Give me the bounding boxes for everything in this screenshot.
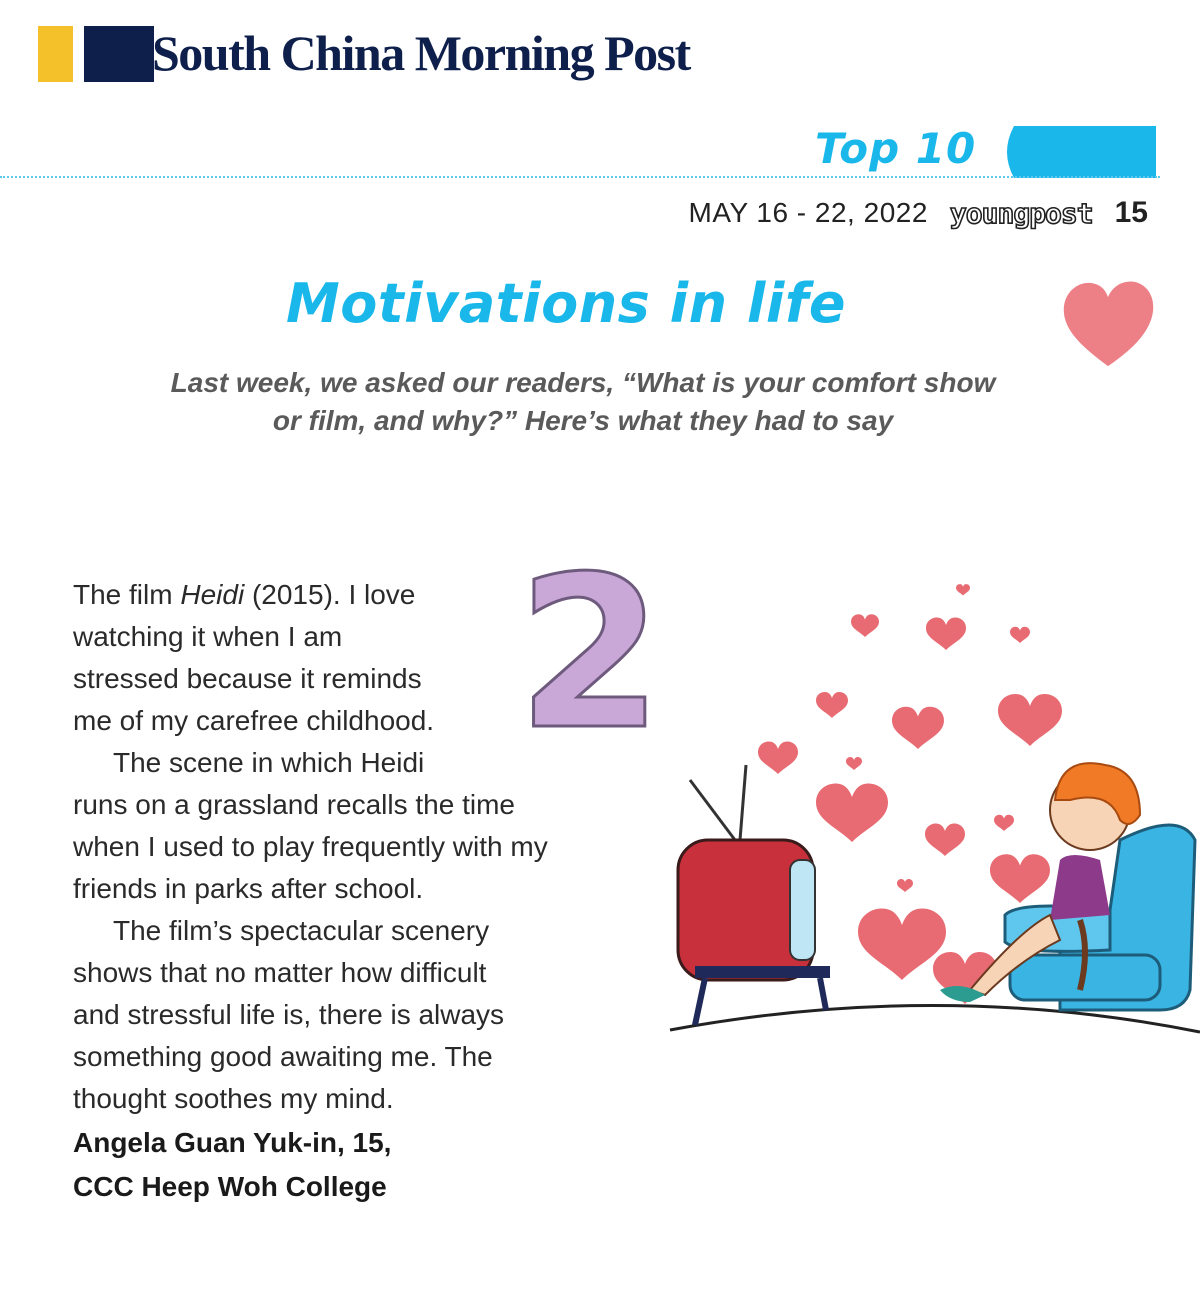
article-body — [73, 574, 633, 1120]
paragraph-1 — [73, 574, 633, 742]
masthead-title: South China Morning Post — [152, 25, 690, 81]
body-line: The scene in which Heidi — [113, 747, 425, 778]
paragraph-3 — [73, 910, 633, 1120]
body-line: when I used to play frequently with my — [73, 831, 548, 862]
intro-line-2: or film, and why?” Here’s what they had to say — [272, 405, 894, 436]
section-divider — [0, 176, 1160, 178]
rank-number: 2 — [516, 556, 664, 746]
film-title: Heidi — [180, 579, 245, 610]
heart-icon — [1060, 278, 1156, 370]
author-name: Angela Guan Yuk-in, 15, — [73, 1127, 392, 1158]
body-line: friends in parks after school. — [73, 873, 424, 904]
article-intro — [160, 364, 1006, 440]
body-line: The film’s spectacular scenery — [113, 915, 490, 946]
section-tab-shape — [1000, 126, 1156, 178]
issue-line — [689, 196, 1148, 230]
intro-line-1: Last week, we asked our readers, “What is your comfort show — [170, 367, 996, 398]
author-byline — [73, 1121, 391, 1209]
body-text-run: The film — [73, 579, 181, 610]
body-text-run: (2015). I love — [244, 579, 416, 610]
article-title: Motivations in life — [286, 272, 846, 335]
body-line: watching it when I am — [73, 621, 343, 652]
body-line: something good awaiting me. The — [73, 1041, 493, 1072]
armchair-icon — [1005, 825, 1195, 1010]
boy-watching-tv-illustration — [640, 570, 1200, 1050]
body-line: runs on a grassland recalls the time — [73, 789, 515, 820]
body-line: stressed because it reminds — [73, 663, 422, 694]
tv-icon — [678, 765, 830, 1025]
page-number: 15 — [1114, 196, 1148, 229]
logo-navy-bar — [84, 26, 154, 82]
paragraph-2 — [73, 742, 633, 910]
section-label: Top 10 — [815, 124, 977, 173]
author-school: CCC Heep Woh College — [73, 1171, 387, 1202]
publication-logo: youngpost — [949, 196, 1093, 230]
body-line: and stressful life is, there is always — [73, 999, 505, 1030]
issue-date: MAY 16 - 22, 2022 — [688, 197, 928, 228]
body-line — [73, 574, 493, 616]
body-line: shows that no matter how difficult — [73, 957, 487, 988]
body-line: me of my carefree childhood. — [73, 705, 435, 736]
body-line: thought soothes my mind. — [73, 1083, 394, 1114]
logo-yellow-bar — [38, 26, 73, 82]
